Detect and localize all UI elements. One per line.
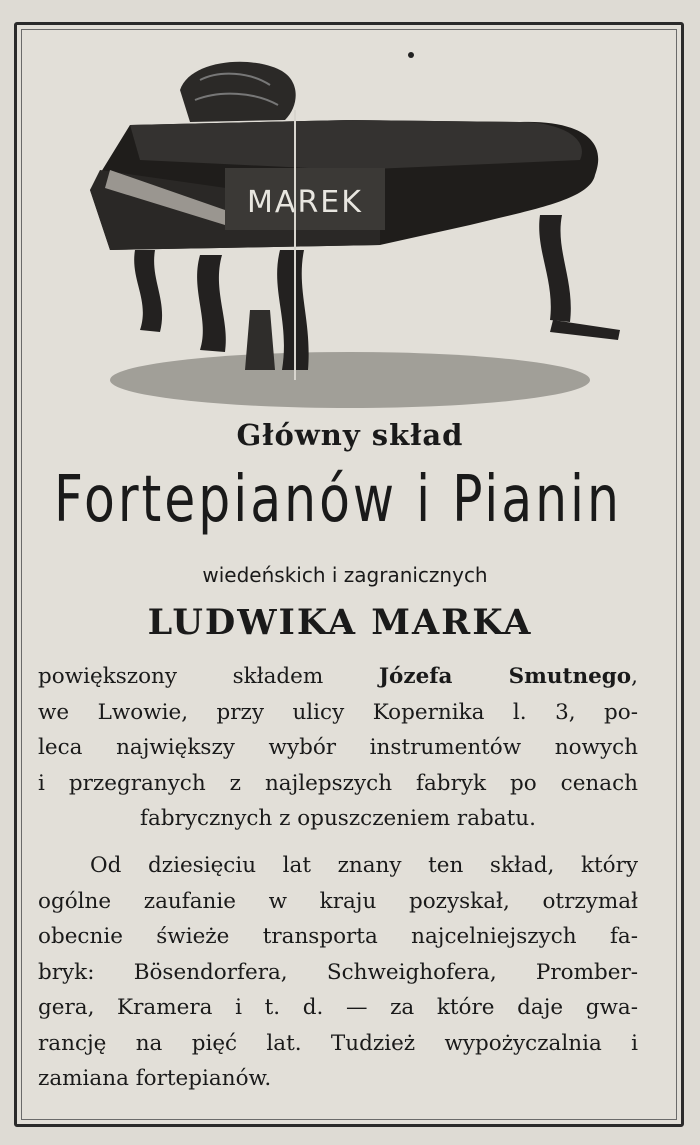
text-line: bryk: Bösendorfera, Schweighofera, Promber- xyxy=(38,959,638,985)
paragraph-1 xyxy=(38,659,638,837)
text-line: we Lwowie, przy ulicy Kopernika l. 3, po- xyxy=(38,699,638,725)
subheading: wiedeńskich i zagranicznych xyxy=(202,563,488,587)
text-line: i przegranych z najlepszych fabryk po cenach xyxy=(38,770,638,796)
text-line: Od dziesięciu lat znany ten skład, który xyxy=(90,853,638,878)
owner-name: LUDWIKA MARKA xyxy=(147,602,533,643)
piano-nameboard-text: MAREK xyxy=(247,185,363,220)
text-line: zamiana fortepianów. xyxy=(38,1066,272,1091)
text-line: gera, Kramera i t. d. — za które daje gwa- xyxy=(38,995,638,1020)
jozef-smutny-name: Józefa Smutnego xyxy=(378,664,632,689)
text-line: fabrycznych z opuszczeniem rabatu. xyxy=(140,806,536,831)
heading-fortepianow: Fortepianów i Pianin xyxy=(54,462,622,538)
grand-piano-icon xyxy=(50,50,650,420)
text-line: rancję na pięć lat. Tudzież wypożyczalnia i xyxy=(38,1030,638,1056)
text-line: obecnie świeże transporta najcelniejszych fa- xyxy=(38,924,638,949)
text-line: leca największy wybór instrumentów nowych xyxy=(38,735,638,760)
text-line: ogólne zaufanie w kraju pozyskał, otrzymał xyxy=(38,888,638,914)
grand-piano-illustration xyxy=(50,50,650,420)
text-line: powiększony składem Józefa Smutnego, xyxy=(38,664,638,689)
paragraph-2 xyxy=(38,848,638,1097)
heading-glowny-sklad: Główny skład xyxy=(236,418,464,452)
